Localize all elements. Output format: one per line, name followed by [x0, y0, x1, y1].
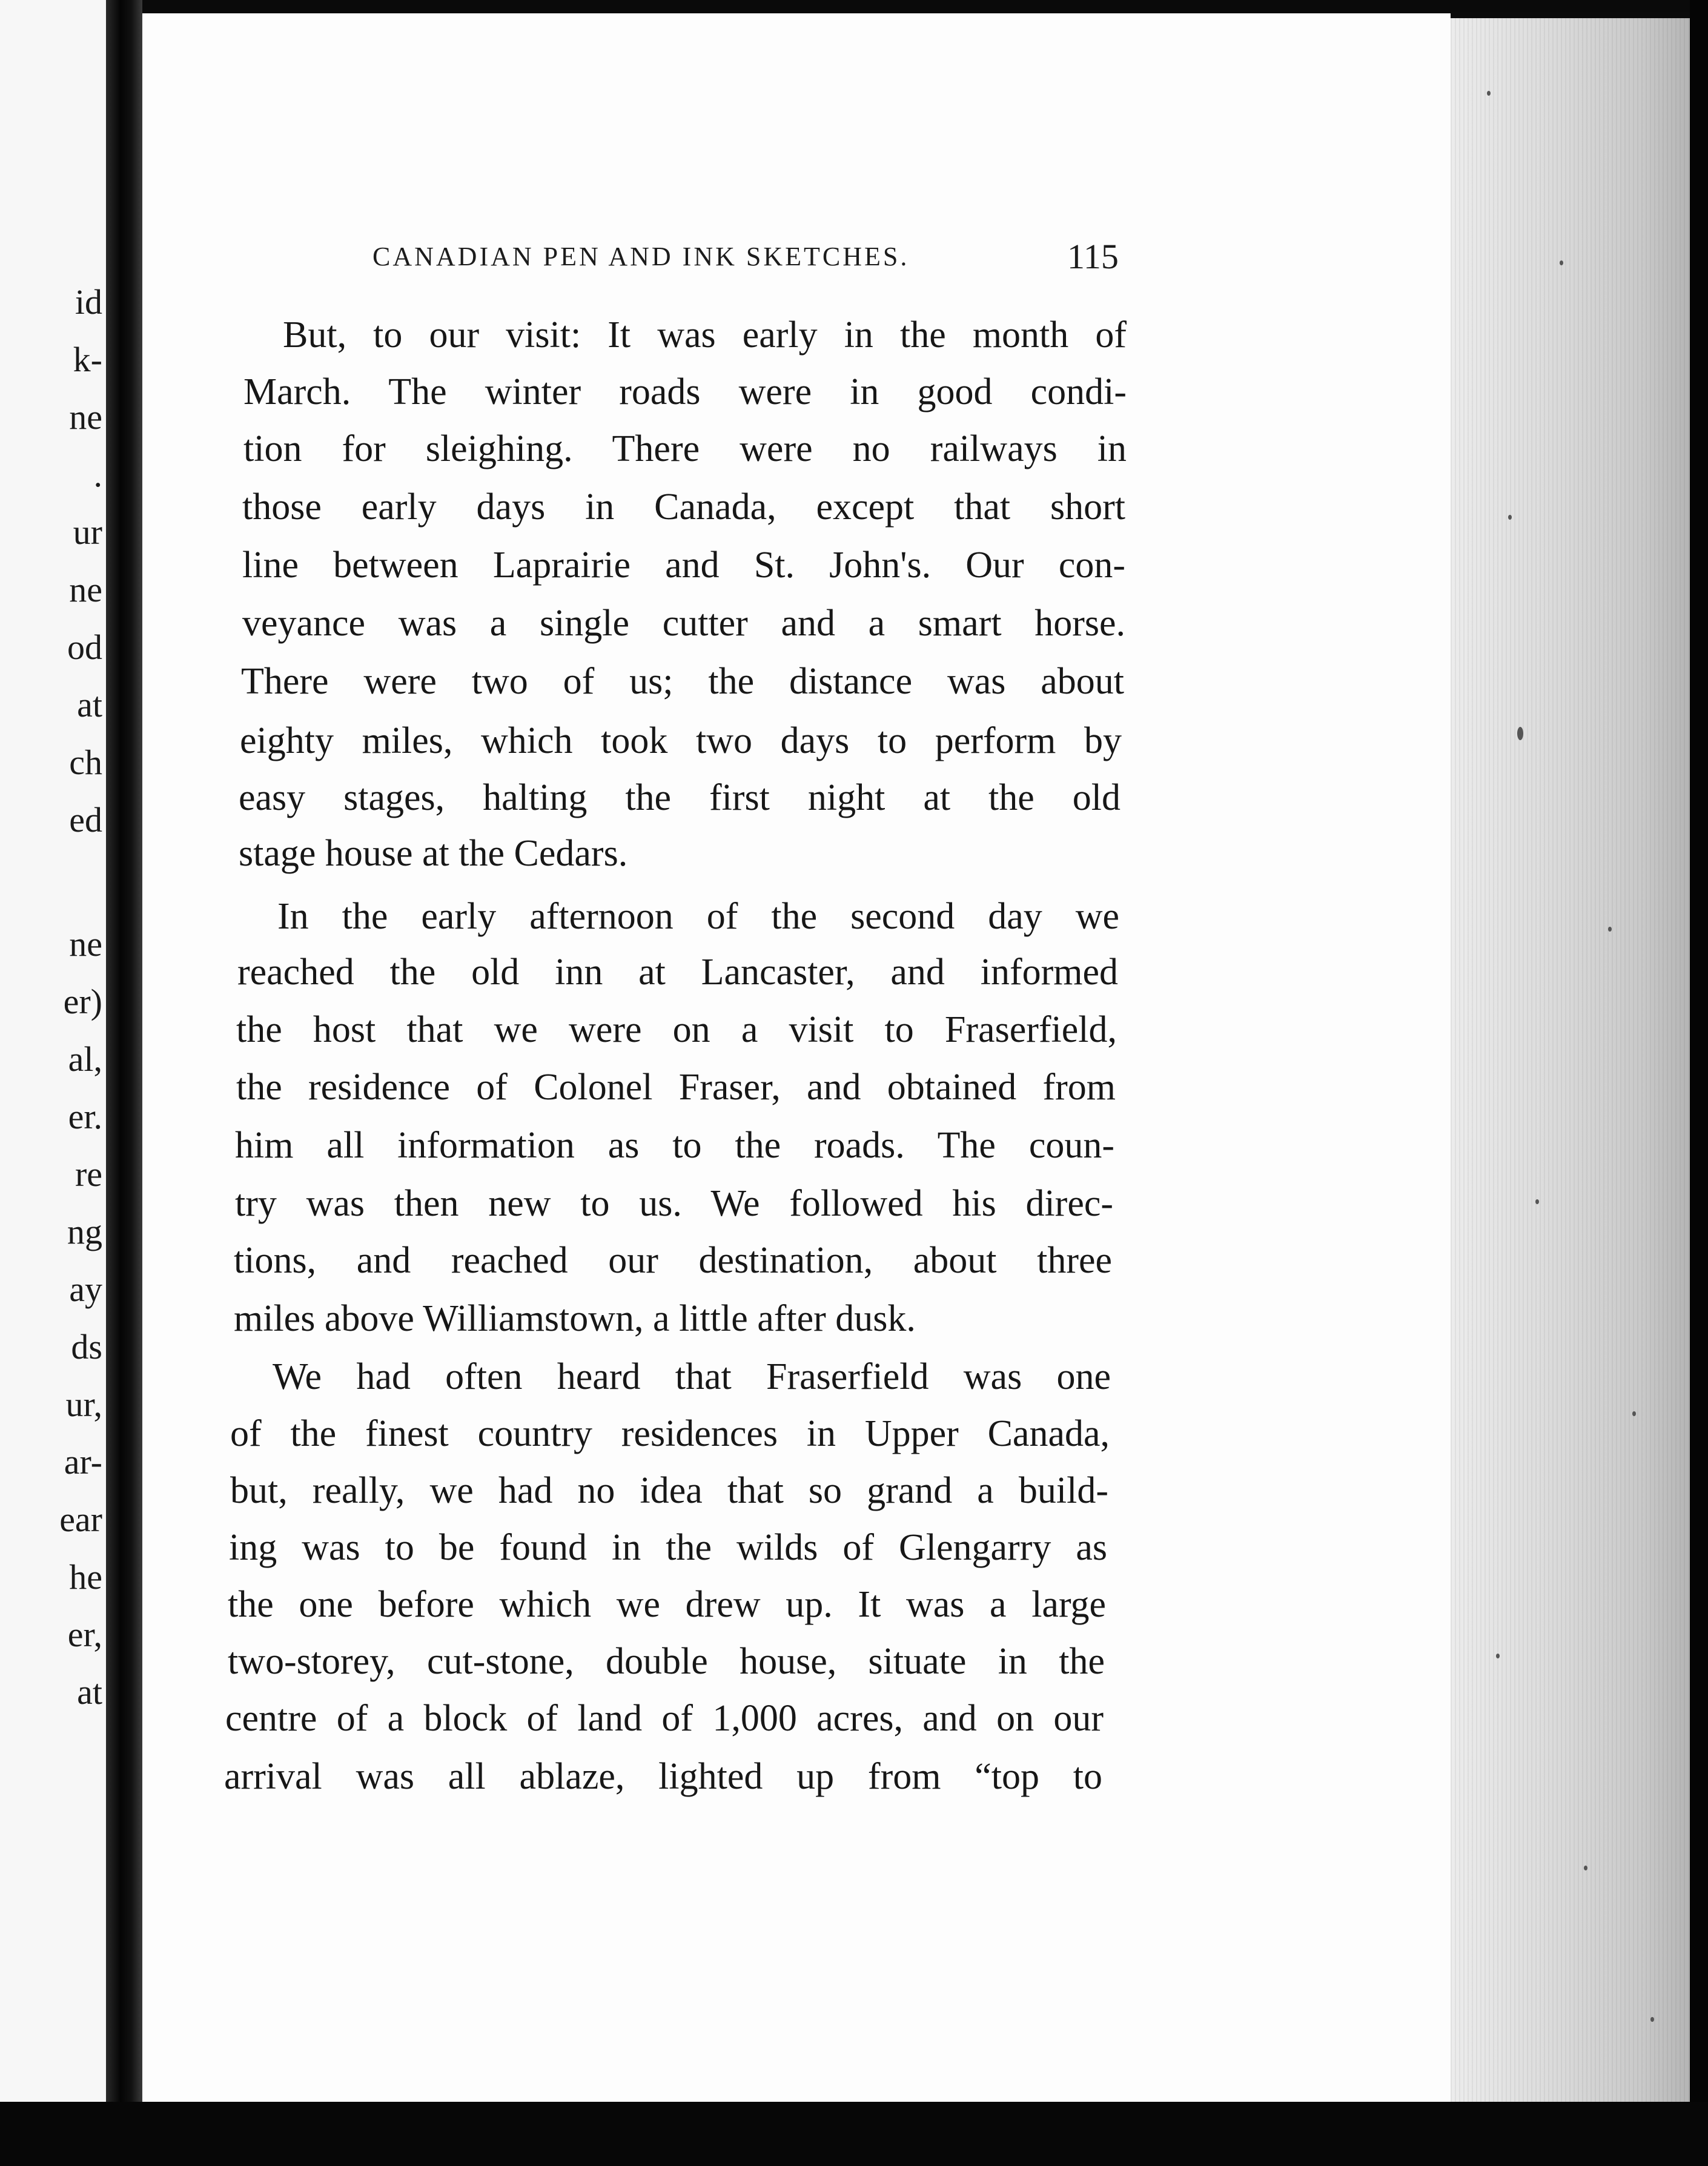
- left-page-fragment: er.: [68, 1097, 102, 1136]
- left-page-fragment: at: [77, 1672, 102, 1712]
- text-line: March. The winter roads were in good condi-: [243, 371, 1127, 412]
- left-page-fragment: ay: [69, 1270, 102, 1309]
- left-page-fragment: id: [74, 282, 102, 322]
- paper-speck: [1632, 1411, 1636, 1416]
- right-scan-edge: [1690, 0, 1708, 2166]
- text-line: two-storey, cut-stone, double house, situate in the: [228, 1641, 1105, 1682]
- paper-speck: [1608, 927, 1612, 932]
- text-line: the residence of Colonel Fraser, and obtained from: [236, 1067, 1116, 1108]
- left-page-fragment: ds: [71, 1327, 102, 1366]
- paper-speck: [1584, 1866, 1587, 1870]
- text-line: try was then new to us. We followed his direc-: [235, 1183, 1113, 1224]
- text-line: miles above Williamstown, a little after dusk.: [234, 1298, 916, 1339]
- paper-speck: [1508, 515, 1512, 520]
- running-head: CANADIAN PEN AND INK SKETCHES.: [372, 242, 910, 271]
- left-page-fragment: ne: [69, 570, 102, 609]
- left-page-fragment: ar-: [64, 1442, 102, 1482]
- paper-speck: [1535, 1199, 1539, 1204]
- paper-speck: [1517, 727, 1523, 740]
- top-scan-edge: [0, 0, 1708, 12]
- text-line: In the early afternoon of the second day we: [277, 896, 1119, 937]
- text-line: but, really, we had no idea that so grand a build-: [230, 1470, 1108, 1511]
- text-line: tion for sleighing. There were no railways in: [243, 428, 1127, 469]
- text-line: We had often heard that Fraserfield was one: [273, 1356, 1111, 1397]
- left-page-fragment: ch: [69, 743, 102, 782]
- left-page-fragment: od: [67, 628, 102, 667]
- left-page-fragment: ur,: [65, 1385, 102, 1424]
- paper-speck: [1496, 1654, 1500, 1658]
- book-gutter: [106, 0, 142, 2105]
- paper-speck: [1650, 2017, 1654, 2022]
- text-line: line between Laprairie and St. John's. Our con-: [242, 545, 1125, 586]
- text-line: arrival was all ablaze, lighted up from “top to: [224, 1756, 1102, 1797]
- left-page-fragment: ear: [59, 1500, 102, 1539]
- text-line: ing was to be found in the wilds of Glengarry as: [229, 1527, 1107, 1568]
- text-line: tions, and reached our destination, about three: [234, 1240, 1112, 1281]
- left-page-fragment: ne: [69, 924, 102, 964]
- text-line: reached the old inn at Lancaster, and informed: [237, 952, 1118, 993]
- left-page-fragment: k-: [73, 340, 102, 379]
- paper-speck: [1560, 260, 1563, 265]
- text-line: veyance was a single cutter and a smart horse.: [242, 603, 1125, 644]
- text-line: stage house at the Cedars.: [239, 833, 628, 874]
- text-line: the host that we were on a visit to Fraserfield,: [236, 1009, 1117, 1050]
- left-page-fragment: er): [63, 982, 102, 1021]
- left-page-fragment: ed: [69, 800, 102, 840]
- left-page-fragment: .: [93, 455, 102, 494]
- left-page-fragment: he: [69, 1557, 102, 1597]
- page-number: 115: [1067, 237, 1119, 276]
- text-line: easy stages, halting the first night at the old: [239, 777, 1120, 818]
- text-line: centre of a block of land of 1,000 acres, and on our: [225, 1698, 1104, 1739]
- text-line: those early days in Canada, except that short: [242, 486, 1125, 528]
- text-line: the one before which we drew up. It was a large: [228, 1584, 1106, 1625]
- left-page-fragment: ur: [73, 512, 102, 552]
- left-page-fragment: er,: [67, 1615, 102, 1654]
- left-page-fragment: ng: [67, 1212, 102, 1251]
- left-page-fragment: re: [74, 1154, 102, 1194]
- paper-speck: [1487, 91, 1491, 96]
- text-line: him all information as to the roads. The coun-: [235, 1125, 1114, 1166]
- left-page-fragment: ne: [69, 397, 102, 437]
- left-page-fragment: at: [77, 685, 102, 724]
- left-facing-page: [0, 0, 106, 2105]
- left-page-fragment: al,: [68, 1039, 102, 1079]
- bottom-scan-edge: [0, 2102, 1708, 2166]
- page-block-edges: [1451, 18, 1690, 2102]
- text-line: eighty miles, which took two days to perform by: [240, 720, 1122, 761]
- text-line: But, to our visit: It was early in the month of: [283, 314, 1127, 356]
- text-line: There were two of us; the distance was about: [241, 661, 1124, 702]
- text-line: of the finest country residences in Upper Canada,: [230, 1413, 1110, 1454]
